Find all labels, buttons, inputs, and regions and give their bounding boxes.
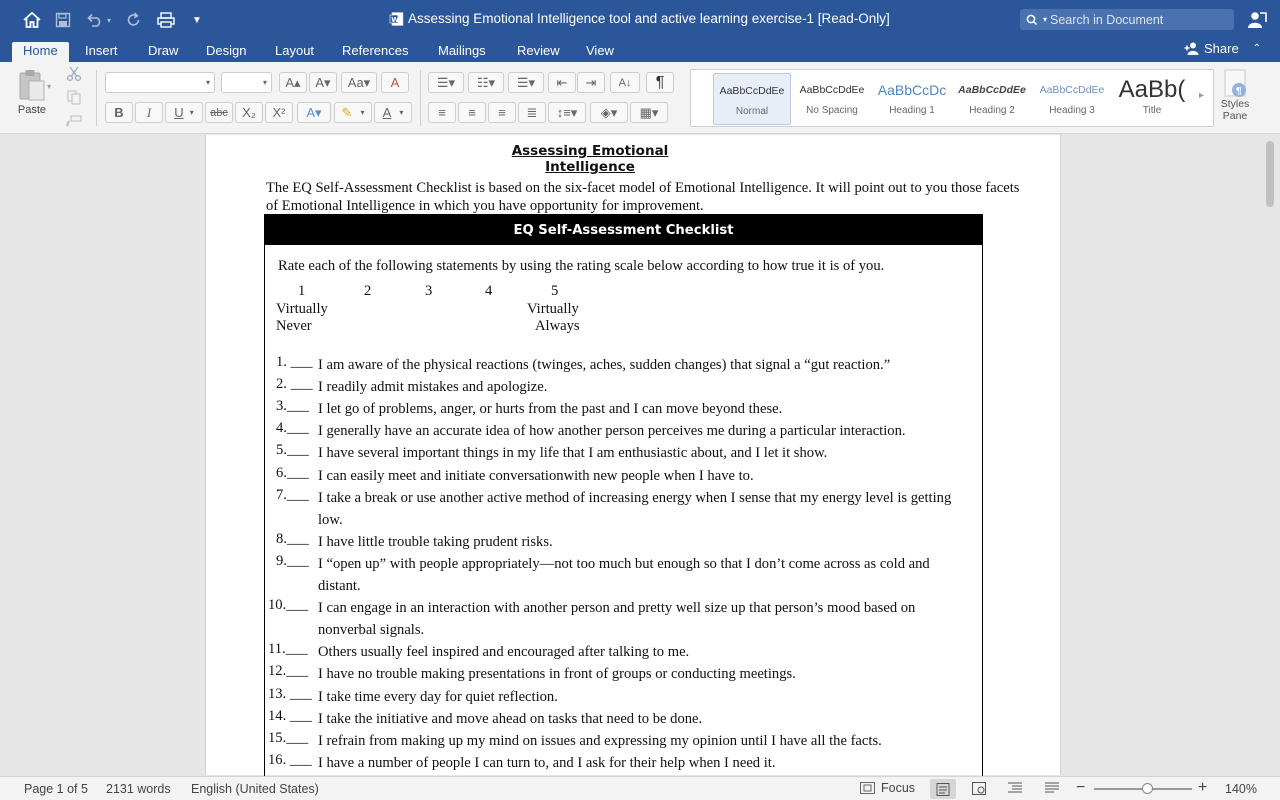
zoom-level[interactable]: 140% <box>1225 782 1257 796</box>
item-text: I generally have an accurate idea of how another person perceives me during a particular interaction. <box>318 423 906 440</box>
scale-high-label: Always <box>535 318 580 334</box>
paste-options-icon[interactable]: ▾ <box>47 82 52 91</box>
item-number: 13. ___ <box>268 685 312 702</box>
search-options-icon[interactable]: ▾ <box>1043 15 1048 24</box>
increase-indent-icon: ⇥ <box>585 74 597 90</box>
item-text: I readily admit mistakes and apologize. <box>318 379 548 396</box>
status-bar <box>0 776 1280 800</box>
style-title[interactable]: AaBb( Title <box>1118 76 1186 116</box>
decrease-indent-icon: ⇤ <box>556 74 568 90</box>
tab-mailings[interactable]: Mailings <box>438 43 486 58</box>
ribbon-tabs <box>0 40 1280 62</box>
document-heading: Assessing Emotional Intelligence <box>511 143 669 175</box>
style-heading-1[interactable]: AaBbCcDc Heading 1 <box>877 82 947 116</box>
home-icon[interactable] <box>21 9 43 31</box>
clear-formatting-button[interactable] <box>381 72 409 93</box>
copy-icon[interactable] <box>67 90 81 110</box>
clear-formatting-icon: A <box>390 75 400 90</box>
chevron-down-icon: ▾ <box>399 108 404 117</box>
paste-button[interactable]: Paste <box>10 66 54 120</box>
focus-icon <box>860 782 875 794</box>
item-number: 7.___ <box>276 486 309 503</box>
superscript-icon: X² <box>272 105 286 120</box>
styles-pane-button[interactable]: ¶ Styles Pane <box>1218 66 1252 122</box>
text-effects-icon: A▾ <box>306 104 322 120</box>
checklist-title: EQ Self-Assessment Checklist <box>265 215 982 245</box>
item-number: 16. ___ <box>268 751 312 768</box>
italic-icon: I <box>146 104 152 120</box>
shading-button[interactable] <box>590 102 628 123</box>
item-number: 9.___ <box>276 552 309 569</box>
shrink-font-icon: A▾ <box>315 74 331 90</box>
grow-font-icon: A▴ <box>285 74 301 90</box>
tab-design[interactable]: Design <box>206 43 247 58</box>
item-text: I am aware of the physical reactions (twinges, aches, sudden changes) that signal a “gut reaction.” <box>318 357 891 373</box>
line-spacing-icon: ↕≡▾ <box>556 104 578 120</box>
item-number: 10.___ <box>268 597 309 614</box>
share-button[interactable]: Share ⌃ <box>1184 41 1261 56</box>
bullets-icon: ☰▾ <box>436 74 456 90</box>
underline-button[interactable] <box>165 102 203 123</box>
line-spacing-button[interactable] <box>548 102 586 123</box>
language[interactable]: English (United States) <box>191 782 319 796</box>
align-center-icon: ≡ <box>468 105 476 120</box>
multilevel-list-icon: ☰▾ <box>516 74 536 90</box>
sort-icon: A↓ <box>618 76 632 89</box>
scale-low-label: Virtually <box>276 301 328 317</box>
checklist-table <box>264 214 983 784</box>
shading-icon: ◈▾ <box>600 104 618 120</box>
vertical-scrollbar[interactable] <box>1266 141 1274 207</box>
item-text: I have a number of people I can turn to, and I ask for their help when I need it. <box>318 754 776 771</box>
item-number: 11.___ <box>268 641 308 658</box>
customize-toolbar-icon[interactable]: ▼ <box>192 14 202 26</box>
item-number: 6.___ <box>276 464 309 481</box>
numbering-icon: ☷▾ <box>476 74 496 90</box>
borders-button[interactable] <box>630 102 668 123</box>
scale-number: 2 <box>364 283 372 299</box>
chevron-down-icon: ▾ <box>205 78 210 87</box>
chevron-down-icon: ▾ <box>189 108 194 117</box>
align-left-button[interactable] <box>428 102 456 123</box>
add-person-icon <box>1184 42 1200 55</box>
highlight-button[interactable] <box>334 102 372 123</box>
draft-view-icon[interactable] <box>1045 782 1059 797</box>
style-no-spacing[interactable]: AaBbCcDdEe No Spacing <box>799 84 865 116</box>
strikethrough-button[interactable] <box>205 102 233 123</box>
justify-icon: ≣ <box>526 104 538 120</box>
style-heading-3[interactable]: AaBbCcDdEe Heading 3 <box>1039 84 1105 116</box>
chevron-down-icon: ▾ <box>360 108 365 117</box>
outline-view-icon[interactable] <box>1008 782 1023 797</box>
document-page[interactable] <box>205 135 1061 775</box>
align-right-button[interactable] <box>488 102 516 123</box>
style-heading-2[interactable]: AaBbCcDdEe Heading 2 <box>958 84 1026 116</box>
style-normal[interactable]: AaBbCcDdEe Normal <box>713 73 791 125</box>
ribbon <box>0 62 1280 134</box>
redo-icon[interactable] <box>123 9 145 31</box>
item-number: 5.___ <box>276 442 309 459</box>
item-text: I have several important things in my life that I am enthusiastic about, and I let it show. <box>318 445 828 462</box>
underline-icon: U <box>174 105 184 120</box>
increase-indent-button[interactable] <box>577 72 605 93</box>
print-icon[interactable] <box>155 9 177 31</box>
instructions: Rate each of the following statements by using the rating scale below according to how true it is of you. <box>278 258 885 274</box>
text-effects-button[interactable] <box>297 102 331 123</box>
styles-pane-icon <box>1222 66 1248 100</box>
tab-references[interactable]: References <box>342 43 409 58</box>
item-text: I can easily meet and initiate conversationwith new people when I have to. <box>318 467 754 484</box>
ribbon-separator <box>96 70 97 126</box>
search-input[interactable] <box>1050 13 1230 27</box>
svg-text:W: W <box>391 15 400 24</box>
sort-button[interactable] <box>610 72 640 93</box>
justify-button[interactable] <box>518 102 546 123</box>
svg-text:¶: ¶ <box>1235 86 1242 97</box>
shrink-font-button[interactable] <box>309 72 337 93</box>
superscript-button[interactable] <box>265 102 293 123</box>
scale-number: 1 <box>298 283 306 299</box>
chevron-down-icon: ▾ <box>262 78 267 87</box>
page-count[interactable]: Page 1 of 5 <box>24 782 88 796</box>
item-text: I take a break or use another active method of increasing energy when I sense that my energy level is getting low. <box>318 489 952 528</box>
undo-icon[interactable] <box>84 9 106 31</box>
undo-dropdown-icon[interactable]: ▾ <box>106 15 111 25</box>
item-number: 12.___ <box>268 663 309 680</box>
cut-icon[interactable] <box>66 66 82 87</box>
show-formatting-button[interactable] <box>646 72 674 93</box>
item-number: 14. ___ <box>268 707 312 724</box>
align-right-icon: ≡ <box>498 105 506 120</box>
account-icon[interactable] <box>1246 9 1268 31</box>
format-painter-icon[interactable] <box>66 114 82 132</box>
item-number: 2. ___ <box>276 376 313 393</box>
scale-high-label: Virtually <box>527 301 579 317</box>
bold-icon: B <box>114 105 124 120</box>
item-text: I “open up” with people appropriately—not too much but enough so that I don’t come across as cold and distant. <box>318 555 930 594</box>
title-bar <box>0 0 1280 40</box>
subscript-button[interactable] <box>235 102 263 123</box>
gallery-next-icon[interactable]: ▸ <box>1199 90 1205 101</box>
intro-paragraph: The EQ Self-Assessment Checklist is based on the six-facet model of Emotional Intelligence. It will point out to you those facets of Emotional Intelligence in which you have opportunity for improvement. <box>266 180 1020 214</box>
tab-view[interactable]: View <box>586 43 614 58</box>
borders-icon: ▦▾ <box>639 104 659 120</box>
strikethrough-icon: abc <box>210 106 228 119</box>
item-text: Others usually feel inspired and encouraged after talking to me. <box>318 644 690 661</box>
tab-insert[interactable]: Insert <box>85 43 118 58</box>
grow-font-button[interactable] <box>279 72 307 93</box>
item-number: 8.___ <box>276 530 309 547</box>
align-center-button[interactable] <box>458 102 486 123</box>
align-left-icon: ≡ <box>438 105 446 120</box>
save-icon[interactable] <box>52 9 74 31</box>
print-layout-view-icon[interactable] <box>930 779 956 799</box>
item-text: I have no trouble making presentations in front of groups or conducting meetings. <box>318 666 796 683</box>
tab-review[interactable]: Review <box>517 43 560 58</box>
focus-button[interactable]: Focus <box>860 781 915 795</box>
item-text: I take time every day for quiet reflection. <box>318 688 558 705</box>
font-color-button[interactable] <box>374 102 412 123</box>
scale-number: 4 <box>485 283 493 299</box>
zoom-slider-thumb[interactable] <box>1142 783 1153 794</box>
font-color-icon: A <box>382 105 392 120</box>
multilevel-list-button[interactable] <box>508 72 544 93</box>
zoom-in-button[interactable]: + <box>1198 779 1208 796</box>
search-box[interactable] <box>1020 9 1234 30</box>
tab-draw[interactable]: Draw <box>148 43 179 58</box>
search-icon <box>1026 14 1040 26</box>
scale-number: 3 <box>425 283 433 299</box>
item-text: I have little trouble taking prudent risks. <box>318 533 553 550</box>
tab-home[interactable]: Home <box>12 42 69 62</box>
font-size-dropdown[interactable] <box>221 72 272 93</box>
highlighter-icon: ✎ <box>341 104 353 120</box>
item-text: I let go of problems, anger, or hurts from the past and I can move beyond these. <box>318 401 783 418</box>
numbering-button[interactable] <box>468 72 504 93</box>
change-case-icon: Aa▾ <box>347 74 371 90</box>
scale-low-label: Never <box>276 318 312 334</box>
item-text: I take the initiative and move ahead on tasks that need to be done. <box>318 710 703 727</box>
item-text: I can engage in an interaction with another person and pretty well size up that person’s mood based on nonverbal signals. <box>318 600 916 639</box>
tab-layout[interactable]: Layout <box>275 43 315 58</box>
word-count[interactable]: 2131 words <box>106 782 171 796</box>
document-area[interactable] <box>0 135 1280 771</box>
font-name-dropdown[interactable] <box>105 72 215 93</box>
word-doc-icon <box>390 12 404 26</box>
bullets-button[interactable] <box>428 72 464 93</box>
item-number: 15.___ <box>268 729 309 746</box>
zoom-out-button[interactable]: − <box>1076 779 1086 796</box>
item-number: 4.___ <box>276 420 309 437</box>
item-text: I refrain from making up my mind on issues and expressing my opinion until I have all the facts. <box>318 732 882 749</box>
item-number: 3.___ <box>276 398 309 415</box>
ribbon-separator <box>420 70 421 126</box>
document-title: W Assessing Emotional Intelligence tool and active learning exercise-1 [Read-Only] <box>391 11 890 26</box>
pilcrow-icon: ¶ <box>655 73 665 91</box>
styles-gallery <box>690 69 1214 127</box>
decrease-indent-button[interactable] <box>548 72 576 93</box>
change-case-button[interactable] <box>341 72 377 93</box>
web-layout-view-icon[interactable] <box>972 782 986 798</box>
clipboard-icon <box>17 68 47 102</box>
italic-button[interactable] <box>135 102 163 123</box>
subscript-icon: X₂ <box>242 105 256 120</box>
collapse-ribbon-icon[interactable]: ⌃ <box>1252 43 1262 54</box>
bold-button[interactable] <box>105 102 133 123</box>
scale-number: 5 <box>551 283 559 299</box>
item-number: 1. ___ <box>276 354 313 370</box>
